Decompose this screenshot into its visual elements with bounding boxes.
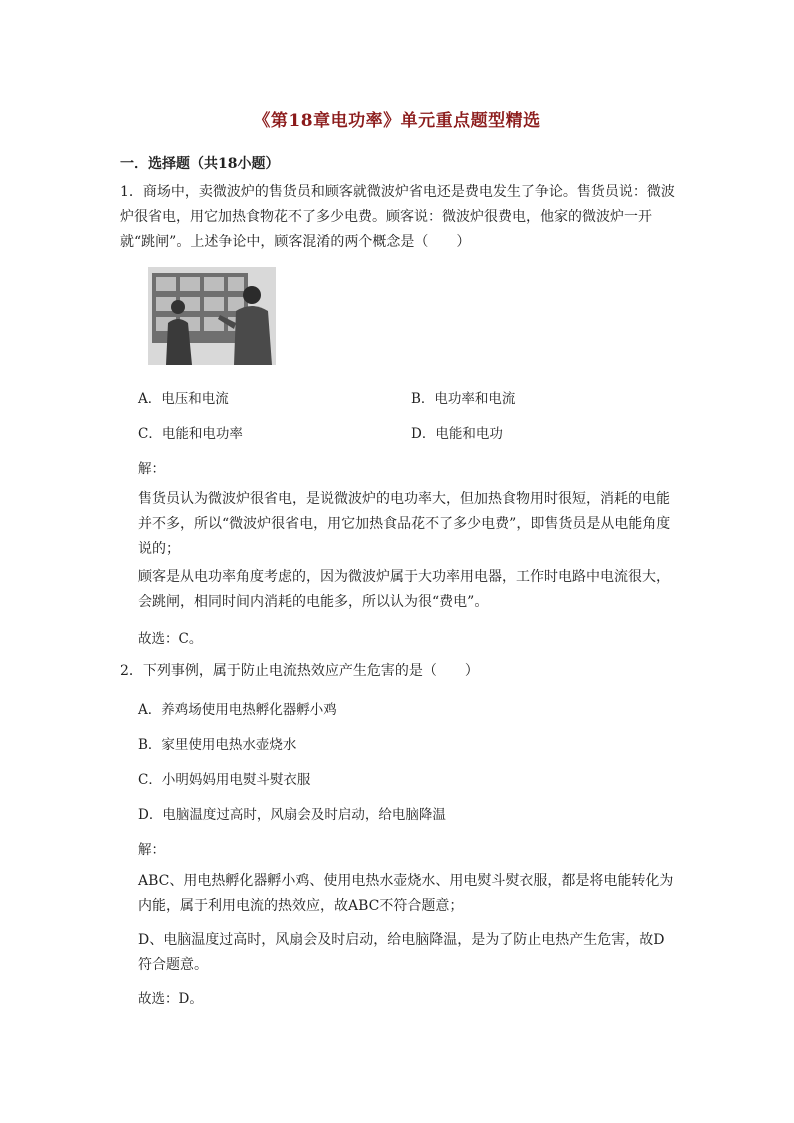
question-1-solution-paragraph-1: 售货员认为微波炉很省电，是说微波炉的电功率大，但加热食物用时很短，消耗的电能并不多，所以“微波炉很省电，用它加热食品花不了多少电费”，即售货员是从电能角度说的； (138, 491, 671, 557)
question-1-stem (120, 180, 680, 255)
question-1-solution-label: 解： (138, 461, 165, 477)
document-title: 《第18章电功率》单元重点题型精选 (253, 111, 541, 131)
section-heading: 一．选择题（共18小题） (120, 156, 280, 172)
question-2-option-d: D．电脑温度过高时，风扇会及时启动，给电脑降温 (138, 807, 446, 823)
question-1-option-a: A．电压和电流 (138, 391, 229, 407)
question-2-solution-label: 解： (138, 842, 165, 858)
question-2-option-b: B．家里使用电热水壶烧水 (138, 737, 297, 753)
question-1-option-d: D．电能和电功 (411, 426, 503, 442)
question-2-option-a: A．养鸡场使用电热孵化器孵小鸡 (138, 702, 337, 718)
microwave-store-illustration (148, 267, 276, 365)
question-1-option-c: C．电能和电功率 (138, 426, 243, 442)
question-2-text: 下列事例，属于防止电流热效应产生危害的是（ ） (142, 663, 479, 679)
question-1-solution-paragraph-2: 顾客是从电功率角度考虑的，因为微波炉属于大功率用电器，工作时电路中电流很大，会跳闸，相同时间内消耗的电能多，所以认为很“费电”。 (138, 569, 670, 610)
question-2-option-c: C．小明妈妈用电熨斗熨衣服 (138, 772, 311, 788)
question-2-stem (120, 659, 680, 684)
question-2-solution-paragraph-1: ABC、用电热孵化器孵小鸡、使用电热水壶烧水、用电熨斗熨衣服，都是将电能转化为内能，属于利用电流的热效应，故ABC不符合题意； (138, 873, 674, 914)
question-2-answer: 故选：D。 (138, 991, 203, 1007)
question-2-number: 2． (120, 663, 143, 679)
question-2-solution-paragraph-2: D、电脑温度过高时，风扇会及时启动，给电脑降温，是为了防止电热产生危害，故D符合题意。 (138, 932, 665, 973)
question-1-number: 1． (120, 184, 143, 200)
question-1-answer: 故选：C。 (138, 631, 203, 647)
question-1-option-b: B．电功率和电流 (411, 391, 516, 407)
question-1-text: 商场中，卖微波炉的售货员和顾客就微波炉省电还是费电发生了争论。售货员说：微波炉很省电，用它加热食物花不了多少电费。顾客说：微波炉很费电，他家的微波炉一开就“跳闸”。上述争论中，顾客混淆的两个概念是（ ） (120, 184, 675, 250)
